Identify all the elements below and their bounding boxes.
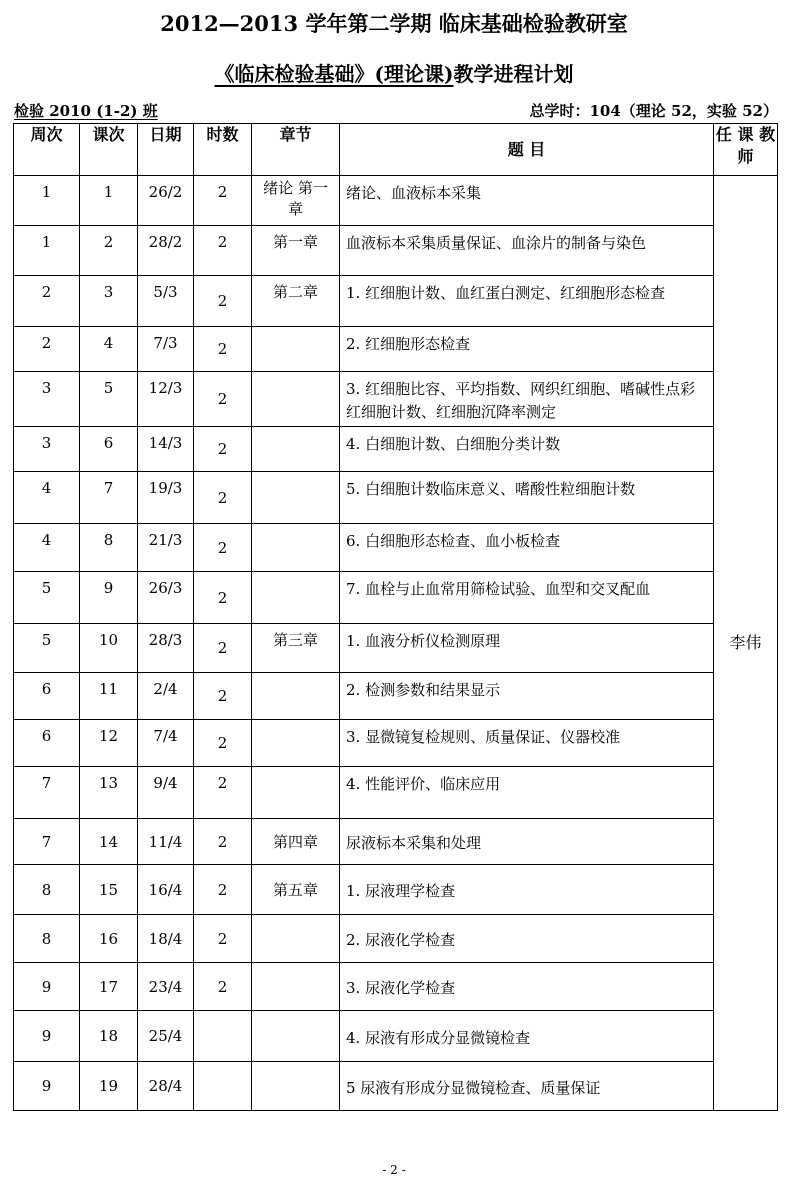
cell-date: 14/3 <box>138 427 194 472</box>
table-row <box>14 963 778 1011</box>
cell-chapter: 第一章 <box>252 226 340 276</box>
cell-date: 23/4 <box>138 963 194 1011</box>
cell-chapter: 第三章 <box>252 624 340 673</box>
cell-chapter <box>252 673 340 720</box>
course-name: 《临床检验基础》(理论课) <box>214 62 454 86</box>
cell-teacher: 李伟 <box>714 176 778 1111</box>
cell-chapter <box>252 524 340 572</box>
cell-topic: 2. 红细胞形态检查 <box>340 327 714 372</box>
cell-chapter: 第五章 <box>252 865 340 915</box>
cell-lesson: 4 <box>80 327 138 372</box>
cell-lesson: 7 <box>80 472 138 524</box>
cell-topic: 3. 显微镜复检规则、质量保证、仪器校准 <box>340 720 714 767</box>
cell-date: 12/3 <box>138 372 194 427</box>
cell-week: 4 <box>14 472 80 524</box>
table-row <box>14 624 778 673</box>
cell-date: 11/4 <box>138 819 194 865</box>
cell-chapter: 绪论 第一章 <box>252 176 340 226</box>
cell-date: 7/3 <box>138 327 194 372</box>
cell-date: 19/3 <box>138 472 194 524</box>
table-row <box>14 572 778 624</box>
cell-hours: 2 <box>194 767 252 819</box>
cell-chapter <box>252 1011 340 1062</box>
table-row <box>14 276 778 327</box>
cell-week: 2 <box>14 276 80 327</box>
cell-date: 28/4 <box>138 1062 194 1111</box>
cell-week: 9 <box>14 963 80 1011</box>
cell-topic: 1. 血液分析仪检测原理 <box>340 624 714 673</box>
cell-hours: 2 <box>194 673 252 720</box>
cell-week: 3 <box>14 372 80 427</box>
cell-topic: 2. 检测参数和结果显示 <box>340 673 714 720</box>
cell-chapter <box>252 427 340 472</box>
cell-week: 3 <box>14 427 80 472</box>
cell-date: 5/3 <box>138 276 194 327</box>
cell-topic: 7. 血栓与止血常用筛检试验、血型和交叉配血 <box>340 572 714 624</box>
cell-lesson: 18 <box>80 1011 138 1062</box>
cell-hours: 2 <box>194 176 252 226</box>
table-header-row <box>14 124 778 176</box>
cell-week: 6 <box>14 720 80 767</box>
cell-date: 25/4 <box>138 1011 194 1062</box>
cell-chapter <box>252 767 340 819</box>
cell-hours: 2 <box>194 327 252 372</box>
cell-topic: 2. 尿液化学检查 <box>340 915 714 963</box>
table-row <box>14 372 778 427</box>
table-row <box>14 176 778 226</box>
cell-lesson: 11 <box>80 673 138 720</box>
table-row <box>14 427 778 472</box>
table-row <box>14 524 778 572</box>
plan-label: 教学进程计划 <box>453 62 574 86</box>
cell-hours <box>194 1062 252 1111</box>
cell-date: 2/4 <box>138 673 194 720</box>
cell-topic: 3. 尿液化学检查 <box>340 963 714 1011</box>
cell-week: 7 <box>14 819 80 865</box>
document-title: 2012—2013 学年第二学期 临床基础检验教研室 <box>160 11 628 36</box>
header-chapter: 章节 <box>252 124 340 176</box>
cell-date: 28/3 <box>138 624 194 673</box>
schedule-table <box>13 123 778 1111</box>
cell-date: 26/2 <box>138 176 194 226</box>
cell-hours: 2 <box>194 572 252 624</box>
cell-lesson: 17 <box>80 963 138 1011</box>
cell-lesson: 10 <box>80 624 138 673</box>
cell-chapter <box>252 472 340 524</box>
header-lesson: 课次 <box>80 124 138 176</box>
cell-topic: 5. 白细胞计数临床意义、嗜酸性粒细胞计数 <box>340 472 714 524</box>
cell-lesson: 2 <box>80 226 138 276</box>
cell-date: 16/4 <box>138 865 194 915</box>
cell-week: 9 <box>14 1062 80 1111</box>
cell-lesson: 14 <box>80 819 138 865</box>
table-row <box>14 226 778 276</box>
cell-week: 8 <box>14 865 80 915</box>
cell-topic: 4. 性能评价、临床应用 <box>340 767 714 819</box>
table-row <box>14 767 778 819</box>
cell-topic: 4. 尿液有形成分显微镜检查 <box>340 1011 714 1062</box>
cell-hours: 2 <box>194 819 252 865</box>
cell-date: 26/3 <box>138 572 194 624</box>
cell-hours <box>194 1011 252 1062</box>
cell-chapter <box>252 720 340 767</box>
cell-lesson: 13 <box>80 767 138 819</box>
header-date: 日期 <box>138 124 194 176</box>
cell-date: 7/4 <box>138 720 194 767</box>
cell-hours: 2 <box>194 524 252 572</box>
cell-lesson: 1 <box>80 176 138 226</box>
cell-hours: 2 <box>194 720 252 767</box>
cell-hours: 2 <box>194 963 252 1011</box>
cell-chapter <box>252 572 340 624</box>
cell-week: 7 <box>14 767 80 819</box>
cell-chapter <box>252 963 340 1011</box>
table-row <box>14 865 778 915</box>
cell-hours: 2 <box>194 372 252 427</box>
cell-hours: 2 <box>194 276 252 327</box>
cell-topic: 3. 红细胞比容、平均指数、网织红细胞、嗜碱性点彩红细胞计数、红细胞沉降率测定 <box>340 372 714 427</box>
cell-chapter <box>252 1062 340 1111</box>
cell-chapter <box>252 372 340 427</box>
cell-date: 9/4 <box>138 767 194 819</box>
cell-week: 8 <box>14 915 80 963</box>
cell-lesson: 15 <box>80 865 138 915</box>
cell-week: 1 <box>14 176 80 226</box>
header-topic: 题 目 <box>340 124 714 176</box>
cell-week: 4 <box>14 524 80 572</box>
cell-hours: 2 <box>194 624 252 673</box>
table-row <box>14 1062 778 1111</box>
cell-lesson: 16 <box>80 915 138 963</box>
cell-week: 6 <box>14 673 80 720</box>
cell-date: 21/3 <box>138 524 194 572</box>
table-row <box>14 819 778 865</box>
table-row <box>14 673 778 720</box>
table-row <box>14 1011 778 1062</box>
cell-lesson: 9 <box>80 572 138 624</box>
cell-lesson: 19 <box>80 1062 138 1111</box>
cell-chapter: 第二章 <box>252 276 340 327</box>
total-hours: 总学时：104（理论 52，实验 52） <box>529 102 778 120</box>
cell-topic: 绪论、血液标本采集 <box>340 176 714 226</box>
cell-lesson: 5 <box>80 372 138 427</box>
cell-date: 28/2 <box>138 226 194 276</box>
cell-week: 5 <box>14 572 80 624</box>
page-number: - 2 - <box>382 1163 406 1177</box>
cell-topic: 尿液标本采集和处理 <box>340 819 714 865</box>
table-row <box>14 472 778 524</box>
cell-topic: 1. 尿液理学检查 <box>340 865 714 915</box>
cell-week: 1 <box>14 226 80 276</box>
cell-lesson: 3 <box>80 276 138 327</box>
cell-hours: 2 <box>194 427 252 472</box>
cell-topic: 1. 红细胞计数、血红蛋白测定、红细胞形态检查 <box>340 276 714 327</box>
cell-lesson: 8 <box>80 524 138 572</box>
header-teacher: 任 课 教师 <box>714 124 778 176</box>
cell-lesson: 6 <box>80 427 138 472</box>
table-row <box>14 720 778 767</box>
document-subtitle <box>0 58 788 87</box>
cell-chapter <box>252 915 340 963</box>
cell-topic: 6. 白细胞形态检查、血小板检查 <box>340 524 714 572</box>
cell-hours: 2 <box>194 226 252 276</box>
cell-topic: 血液标本采集质量保证、血涂片的制备与染色 <box>340 226 714 276</box>
cell-chapter: 第四章 <box>252 819 340 865</box>
cell-week: 2 <box>14 327 80 372</box>
cell-topic: 4. 白细胞计数、白细胞分类计数 <box>340 427 714 472</box>
table-row <box>14 915 778 963</box>
cell-lesson: 12 <box>80 720 138 767</box>
cell-date: 18/4 <box>138 915 194 963</box>
table-row <box>14 327 778 372</box>
cell-week: 9 <box>14 1011 80 1062</box>
cell-chapter <box>252 327 340 372</box>
cell-topic: 5 尿液有形成分显微镜检查、质量保证 <box>340 1062 714 1111</box>
cell-hours: 2 <box>194 865 252 915</box>
cell-week: 5 <box>14 624 80 673</box>
header-hours: 时数 <box>194 124 252 176</box>
cell-hours: 2 <box>194 915 252 963</box>
cell-hours: 2 <box>194 472 252 524</box>
header-week: 周次 <box>14 124 80 176</box>
class-label: 检验 2010 (1-2) 班 <box>14 102 158 120</box>
